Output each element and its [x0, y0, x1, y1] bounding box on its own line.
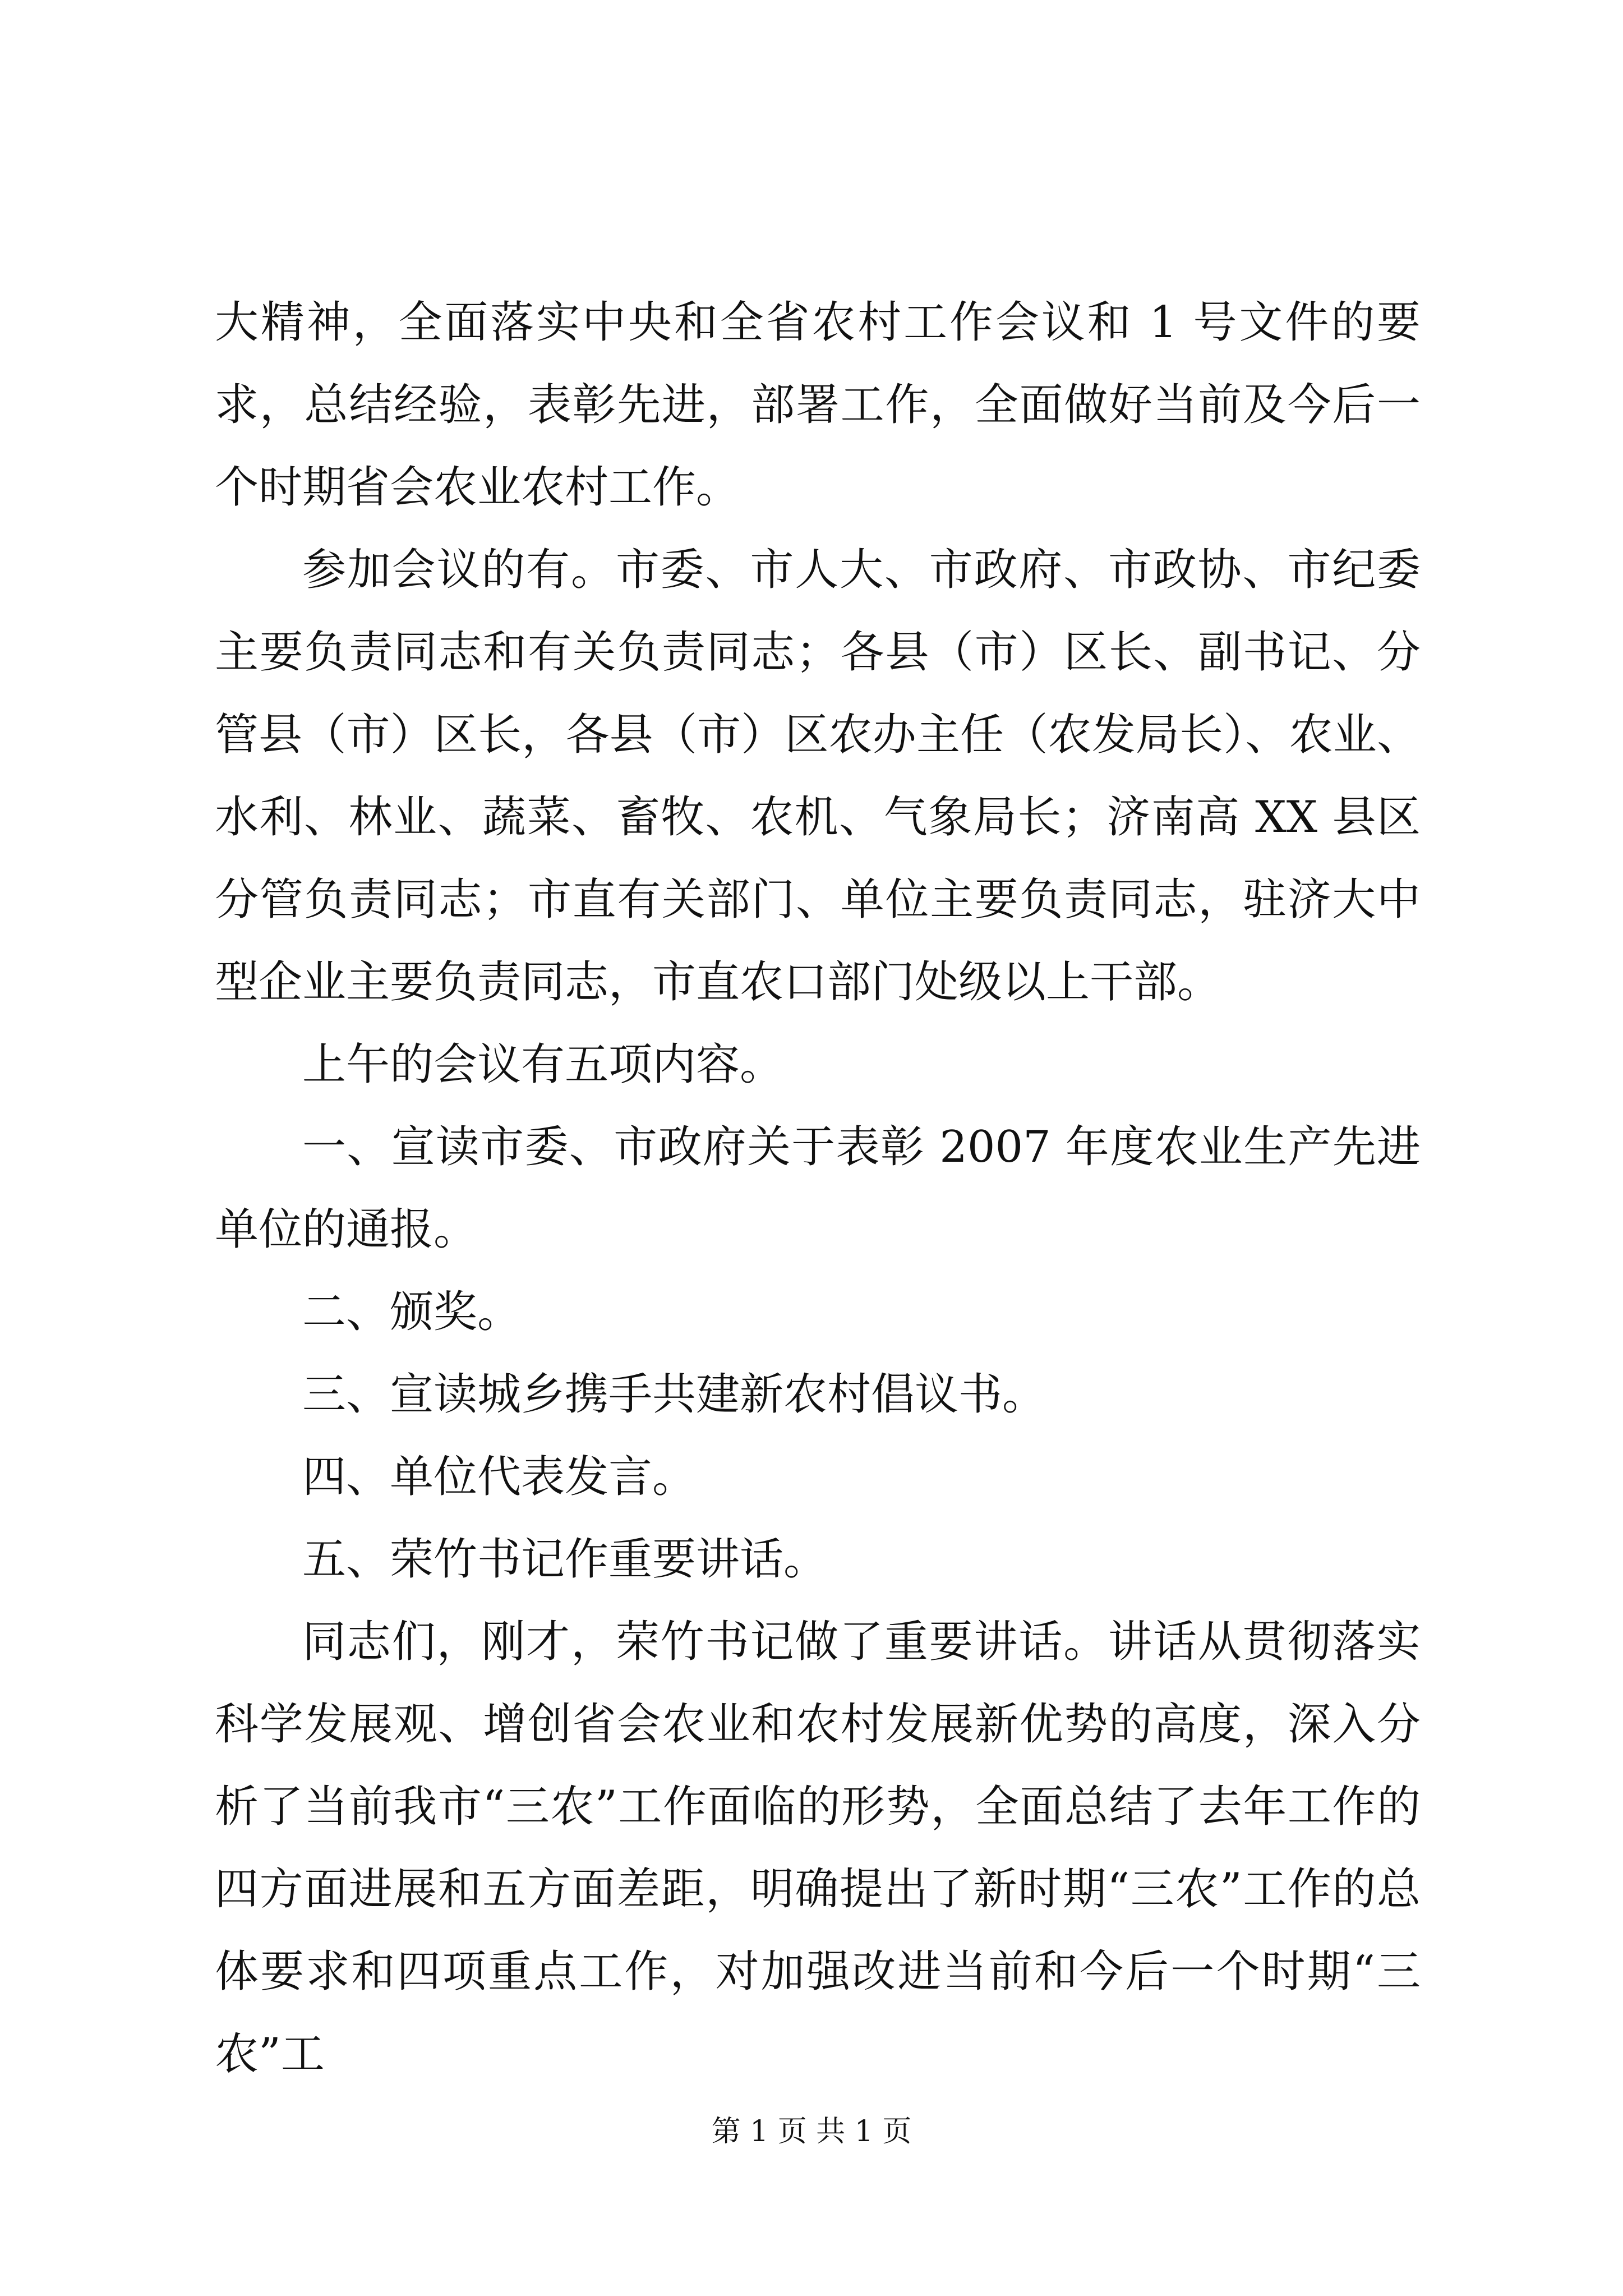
paragraph-3: 上午的会议有五项内容。 — [302, 1039, 784, 1090]
page-footer: 第 1 页 共 1 页 — [711, 2115, 912, 2148]
paragraph-4: 一、宣读市委、市政府关于表彰 2007 年度农业生产先进单位的通报。 — [215, 1122, 1421, 1255]
paragraph-7: 四、单位代表发言。 — [302, 1452, 697, 1502]
paragraph-1: 大精神，全面落实中央和全省农村工作会议和 1 号文件的要求，总结经验，表彰先进，部署工作，全面做好当前及今后一个时期省会农业农村工作。 — [215, 297, 1421, 513]
paragraph-9: 同志们，刚才，荣竹书记做了重要讲话。讲话从贯彻落实科学发展观、增创省会农业和农村发展新优势的高度，深入分析了当前我市“三农”工作面临的形势，全面总结了去年工作的四方面进展和五方面差距，明确提出了新时期“三农”工作的总体要求和四项重点工作，对加强改进当前和今后一个时期“三农”工 — [215, 1617, 1421, 2079]
paragraph-5: 二、颁奖。 — [302, 1287, 522, 1337]
document-body — [215, 282, 1421, 2096]
paragraph-2: 参加会议的有。市委、市人大、市政府、市政协、市纪委主要负责同志和有关负责同志；各县（市）区长、副书记、分管县（市）区长，各县（市）区农办主任（农发局长）、农业、水利、林业、蔬菜、畜牧、农机、气象局长；济南高 XX 县区分管负责同志；市直有关部门、单位主要负责同志，驻济大中型企业主要负责同志，市直农口部门处级以上干部。 — [215, 545, 1421, 1007]
paragraph-8: 五、荣竹书记作重要讲话。 — [302, 1534, 828, 1585]
paragraph-6: 三、宣读城乡携手共建新农村倡议书。 — [302, 1369, 1046, 1420]
